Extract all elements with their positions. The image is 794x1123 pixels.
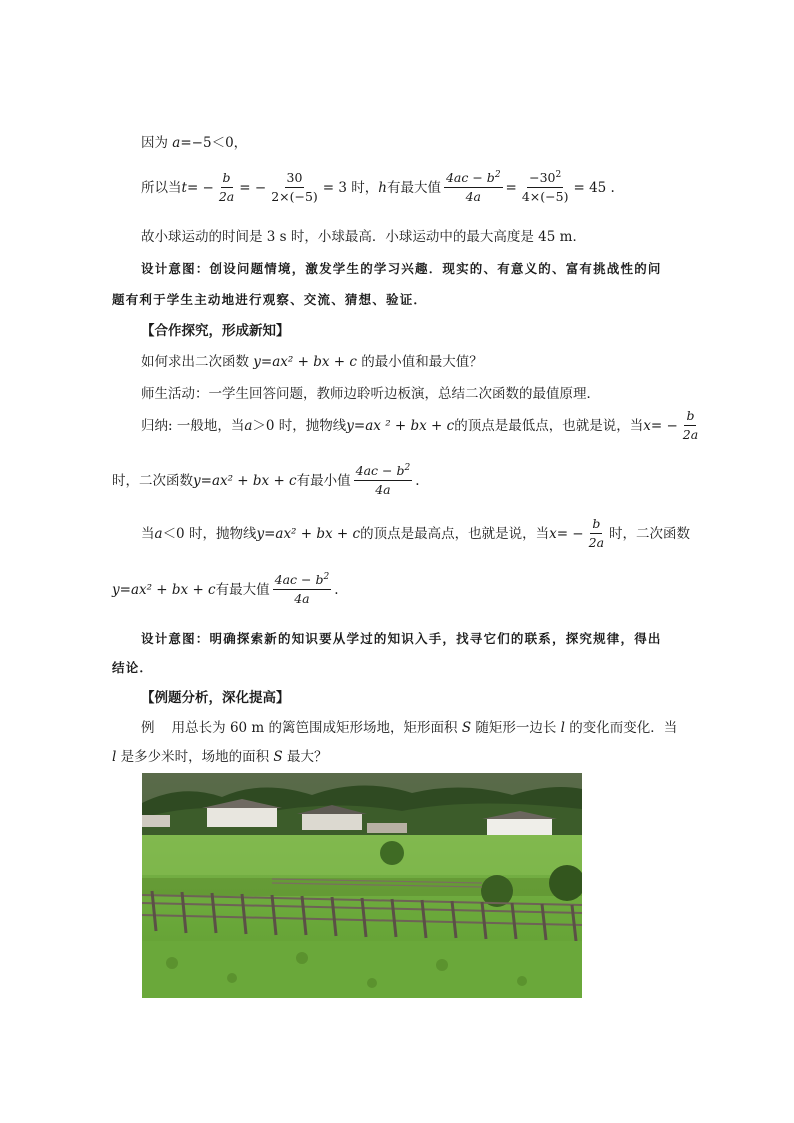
section-heading: 【例题分析，深化提高】 bbox=[141, 690, 290, 706]
text: = 45 . bbox=[573, 179, 615, 196]
fraction: $\frac{4ac - b^2}{4a}$ bbox=[274, 571, 330, 606]
text: = 3 时， bbox=[322, 179, 379, 196]
math-var: h bbox=[378, 179, 387, 196]
text-line: 如何求出二次函数 y=ax² + bx + c 的最小值和最大值？ bbox=[141, 354, 483, 370]
fraction: $\frac{b}{2a}$ bbox=[682, 408, 699, 442]
text-line: 当 a ＜0 时，抛物线 y=ax² + bx + c 的顶点是最高点，也就是说，当 x = − $\frac{b}{2a}$ 时，二次函数 bbox=[141, 516, 691, 550]
text-line: 归纳: 一般地，当 a ＞0 时，抛物线 y=ax ² + bx + c 的顶点是最低点，也就是说，当 x = − $\frac{b}{2a}$ bbox=[141, 408, 699, 442]
fence-field-photo bbox=[142, 773, 582, 998]
text: =−5＜0， bbox=[180, 135, 248, 151]
section-heading: 【合作探究，形成新知】 bbox=[141, 323, 290, 339]
text: = − bbox=[239, 179, 267, 196]
fraction: $\frac{b}{2a}$ bbox=[218, 170, 235, 204]
fraction: $\frac{b}{2a}$ bbox=[588, 516, 605, 550]
design-intent: 题有利于学生主动地进行观察、交流、猜想、验证． bbox=[112, 292, 428, 307]
text-line: 故小球运动的时间是 3 s 时，小球最高．小球运动中的最大高度是 45 m． bbox=[141, 229, 586, 245]
math-var: a bbox=[172, 135, 181, 151]
text-line: y=ax² + bx + c 有最大值 $\frac{4ac - b^2}{4a}$ . bbox=[112, 571, 339, 606]
design-intent: 结论． bbox=[112, 660, 154, 675]
fraction: $\frac{30}{2\times(-5)}$ bbox=[271, 170, 318, 204]
design-intent: 设计意图：创设问题情境，激发学生的学习兴趣．现实的、有意义的、富有挑战性的问 bbox=[141, 261, 662, 276]
fraction: $\frac{4ac - b^2}{4a}$ bbox=[355, 462, 411, 497]
text: 有最大值 bbox=[386, 179, 441, 196]
example-line: l 是多少米时，场地的面积 S 最大？ bbox=[112, 749, 328, 765]
text: = − bbox=[186, 179, 214, 196]
math-var: t bbox=[181, 179, 187, 196]
formula-line bbox=[141, 170, 615, 205]
example-line: 例 用总长为 60 m 的篱笆围成矩形场地，矩形面积 S 随矩形一边长 l 的变化而变化．当 bbox=[141, 720, 678, 736]
fraction: $\frac{-30^2}{4\times(-5)}$ bbox=[521, 169, 569, 204]
design-intent: 设计意图：明确探索新的知识要从学过的知识入手，找寻它们的联系，探究规律，得出 bbox=[141, 631, 662, 646]
fraction: $\frac{4ac - b^2}{4a}$ bbox=[445, 169, 501, 204]
text-line: 师生活动：一学生回答问题，教师边聆听边板演，总结二次函数的最值原理． bbox=[141, 386, 600, 402]
text-line: 时，二次函数 y=ax² + bx + c 有最小值 $\frac{4ac - b^2}{4a}$ . bbox=[112, 462, 420, 497]
text: 因为 bbox=[141, 135, 173, 151]
text: 所以当 bbox=[141, 179, 182, 196]
text: = bbox=[505, 179, 517, 196]
text-line bbox=[141, 133, 247, 153]
